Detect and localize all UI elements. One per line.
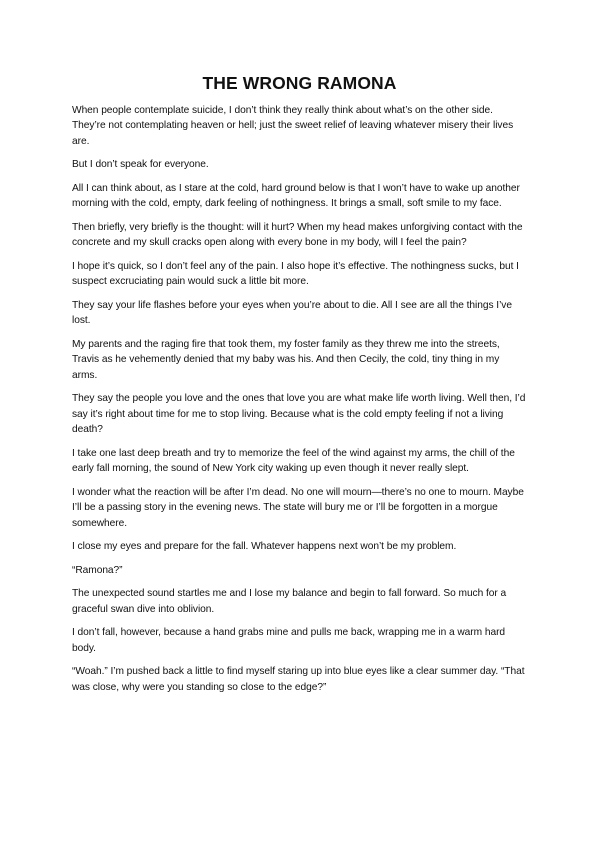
paragraph-12: “Ramona?” — [72, 564, 123, 576]
paragraph-14: I don’t fall, however, because a hand grabs mine and pulls me back, wrapping me in a warm hard body. — [72, 627, 506, 654]
paragraph-4: Then briefly, very briefly is the thought: will it hurt? When my head makes unforgiving contact with the concrete and my skull cracks open along with every bone in my body, will I feel the pain? — [72, 222, 523, 249]
document-page — [72, 72, 527, 703]
paragraph-2: But I don’t speak for everyone. — [72, 159, 209, 171]
chapter-title: THE WRONG RAMONA — [202, 73, 397, 93]
paragraph-5: I hope it’s quick, so I don’t feel any of the pain. I also hope it’s effective. The nothingness sucks, but I suspect excruciating pain would suck a little bit more. — [72, 261, 519, 288]
paragraph-10: I wonder what the reaction will be after I’m dead. No one will mourn—there’s no one to mourn. Maybe I’ll be a passing story in the evening news. The state will bury me or I’ll be forgotten in a morgue somewhere. — [72, 486, 524, 529]
paragraph-1: When people contemplate suicide, I don’t think they really think about what’s on the other side. They’re not contemplating heaven or hell; just the sweet relief of leaving whatever misery their lives are. — [72, 105, 514, 147]
paragraph-9: I take one last deep breath and try to memorize the feel of the wind against my arms, the chill of the early fall morning, the sound of New York city waking up even though it never really slept. — [72, 447, 515, 475]
paragraph-13: The unexpected sound startles me and I lose my balance and begin to fall forward. So much for a graceful swan dive into oblivion. — [72, 588, 507, 615]
paragraph-11: I close my eyes and prepare for the fall. Whatever happens next won’t be my problem. — [72, 541, 457, 553]
paragraph-3: All I can think about, as I stare at the cold, hard ground below is that I won’t have to wake up another morning with the cold, empty, dark feeling of nothingness. It brings a small, soft smile to my face. — [72, 183, 520, 210]
paragraph-6: They say your life flashes before your eyes when you’re about to die. All I see are all the things I’ve lost. — [72, 300, 512, 327]
paragraph-7: My parents and the raging fire that took them, my foster family as they threw me into the streets, Travis as he vehemently denied that my baby was his. And then Cecily, the cold, tiny thing in my arms. — [72, 339, 500, 381]
paragraph-8: They say the people you love and the ones that love you are what make life worth living. Well then, I’d say it’s right about time for me to stop living. Because what is the cold empty feeling if not a living death? — [72, 393, 526, 436]
paragraph-15: “Woah.” I’m pushed back a little to find myself staring up into blue eyes like a clear summer day. “That was close, why were you standing so close to the edge?” — [72, 666, 525, 693]
